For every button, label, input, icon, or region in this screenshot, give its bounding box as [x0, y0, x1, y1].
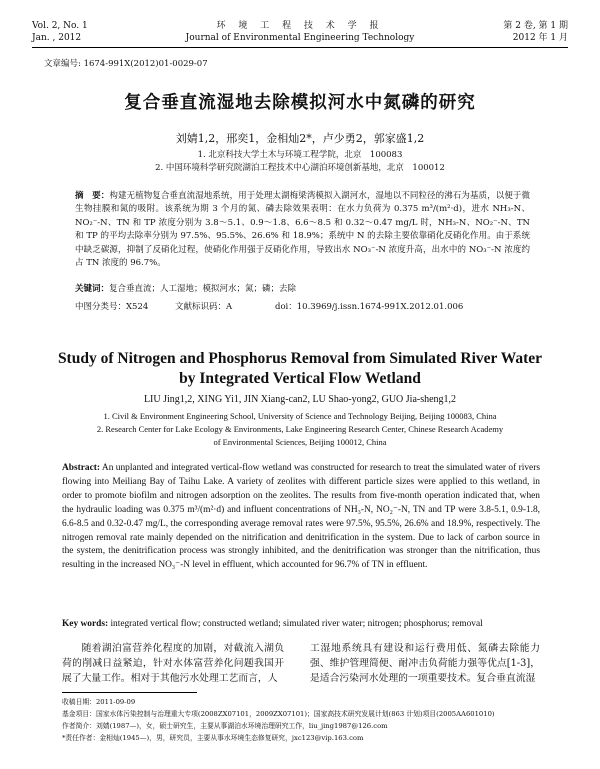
- abstract-cn-text: 构建无植物复合垂直流湿地系统，用于处理太湖梅梁湾模拟入湖河水，湿地以不同粒径的沸石为基质，以便于微生物挂膜和氮的吸附。该系统为期 3 个月的氮、磷去除效果表明：在水力负荷为 0.375 m³/(m²·d)，进水 NH₃-N、NO₂⁻-N、TN 和 TP 浓度分别为 3.8～5.1、0.9～1.8、6.6～8.5 和 0.32～0.47 mg/L 时，NH₃-N、NO₂⁻-N、TN 和 TP 的平均去除率分别为 97.5%、95.5%、26.6% 和 18.9%；系统中 N 的去除主要依靠硝化反硝化作用。由于系统中缺乏碳源，抑制了反硝化过程，使硝化作用强于反硝化作用，导致出水 NO₃⁻-N 浓度升高，出水中的 NO₃⁻-N 浓度约占 TN 浓度的 96.7%。: [75, 191, 530, 269]
- abstract-cn: [75, 190, 530, 270]
- abstract-en-label: Abstract:: [62, 463, 101, 473]
- body-column-left: 随着湖泊富营养化程度的加剧，对截流入湖负荷的削减日益紧迫，针对水体富营养化问题我国开展了大量工作。相对于其他污水处理工艺而言，人: [62, 643, 284, 684]
- header-date: Jan. , 2012: [32, 33, 82, 43]
- authors-en: LIU Jing1,2, XING Yi1, JIN Xiang-can2, LU Shao-yong2, GUO Jia-sheng1,2: [143, 394, 457, 405]
- header-date-cn: 2012 年 1 月: [512, 33, 568, 43]
- keywords-en-label: Key words:: [62, 619, 109, 629]
- title-en: [0, 349, 600, 389]
- title-cn: 复合垂直流湿地去除模拟河水中氮磷的研究: [124, 93, 476, 113]
- journal-name-en: Journal of Environmental Engineering Technology: [185, 33, 415, 43]
- body-column-right: 工湿地系统具有建设和运行费用低、氮磷去除能力强、维护管理简便、耐冲击负荷能力强等优点[1-3]，是适合污染河水处理的一项重要技术。复合垂直流湿: [310, 643, 540, 684]
- header-right: [503, 20, 568, 44]
- keywords-en-text: integrated vertical flow; constructed wetland; simulated river water; nitrogen; phosphorus; removal: [110, 619, 483, 629]
- article-number: 文章编号: 1674-991X(2012)01-0029-07: [44, 59, 208, 69]
- title-en-line-1: Study of Nitrogen and Phosphorus Removal from Simulated River Water: [57, 350, 543, 367]
- footnote-received: 收稿日期：2011-09-09: [62, 698, 136, 706]
- affiliation-cn-1: 1. 北京科技大学土木与环境工程学院，北京 100083: [197, 150, 403, 160]
- footnote-rule: [62, 692, 197, 693]
- authors-cn: 刘婧1,2，邢奕1，金相灿2*，卢少勇2，郭家盛1,2: [175, 132, 425, 145]
- header-rule: [32, 47, 568, 48]
- document-code: 文献标识码：A: [175, 302, 233, 312]
- affiliation-en-1: 1. Civil & Environment Engineering School, University of Science and Technology Beijing, Beijing 100083, China: [103, 411, 497, 421]
- keywords-en: [62, 619, 540, 629]
- title-en-line-2: by Integrated Vertical Flow Wetland: [179, 370, 421, 387]
- journal-name-cn: 环 境 工 程 技 术 学 报: [216, 21, 384, 31]
- abstract-en: [62, 462, 540, 573]
- header-volume-cn: 第 2 卷, 第 1 期: [503, 21, 568, 31]
- footnote-corresponding: *责任作者：金相灿(1945—)，男，研究员，主要从事水环境生态修复研究，jxc123@vip.163.com: [62, 734, 364, 742]
- clc-number: 中图分类号：X524: [75, 302, 149, 312]
- keywords-cn-text: 复合垂直流；人工湿地；模拟河水；氮；磷；去除: [109, 284, 297, 294]
- header-center: [32, 20, 568, 44]
- keywords-cn-label: 关键词：: [75, 284, 110, 294]
- doi: doi：10.3969/j.issn.1674-991X.2012.01.006: [275, 302, 464, 312]
- footnote-author: 作者简介：刘婧(1987—)，女，硕士研究生，主要从事湖泊水环境治理研究工作，liu_jing1987@126.com: [62, 722, 388, 730]
- keywords-cn: [75, 283, 530, 296]
- abstract-en-text: An unplanted and integrated vertical-flow wetland was constructed for research to treat the simulated water of rivers flowing into Meiliang Bay of Taihu Lake. A variety of zeolites with different particle sizes were applied to this wetland, in order to promote biofilm and nitrogen adsorption on the zeolites. The results from five-month operation indicated that, when the hydraulic loading was 0.375 m³/(m²·d) and influent concentrations of NH₃-N, NO₂⁻-N, TN and TP were 3.8-5.1, 0.9-1.8, 6.6-8.5 and 0.32-0.47 mg/L, the corresponding average removal rates were 97.5%, 95.5%, 26.6% and 18.9%, respectively. The nitrogen removal rate mainly depended on the nitrification and denitrification in the system. Due to lack of carbon source in the system, the denitrification process was strongly inhibited, and the denitrification was stronger than the nitrification, thus resulting in the increased NO₃⁻-N level in effluent, which accounted for 96.7% of TN in effluent.: [62, 463, 540, 571]
- affiliation-en-2: 2. Research Center for Lake Ecology & Environments, Lake Engineering Research Center, Chinese Research Academy: [96, 424, 504, 434]
- header-volume: Vol. 2, No. 1: [32, 21, 88, 31]
- abstract-cn-label: 摘 要：: [75, 191, 110, 201]
- footnote-funding: 基金项目：国家水体污染控制与治理重大专项(2008ZX07101，2009ZX07101)；国家高技术研究发展计划(863 计划)项目(2005AA601010): [62, 710, 495, 718]
- affiliation-cn-2: 2. 中国环境科学研究院湖泊工程技术中心湖泊环境创新基地，北京 100012: [155, 163, 445, 173]
- affiliation-en-3: of Environmental Sciences, Beijing 100012, China: [213, 437, 387, 447]
